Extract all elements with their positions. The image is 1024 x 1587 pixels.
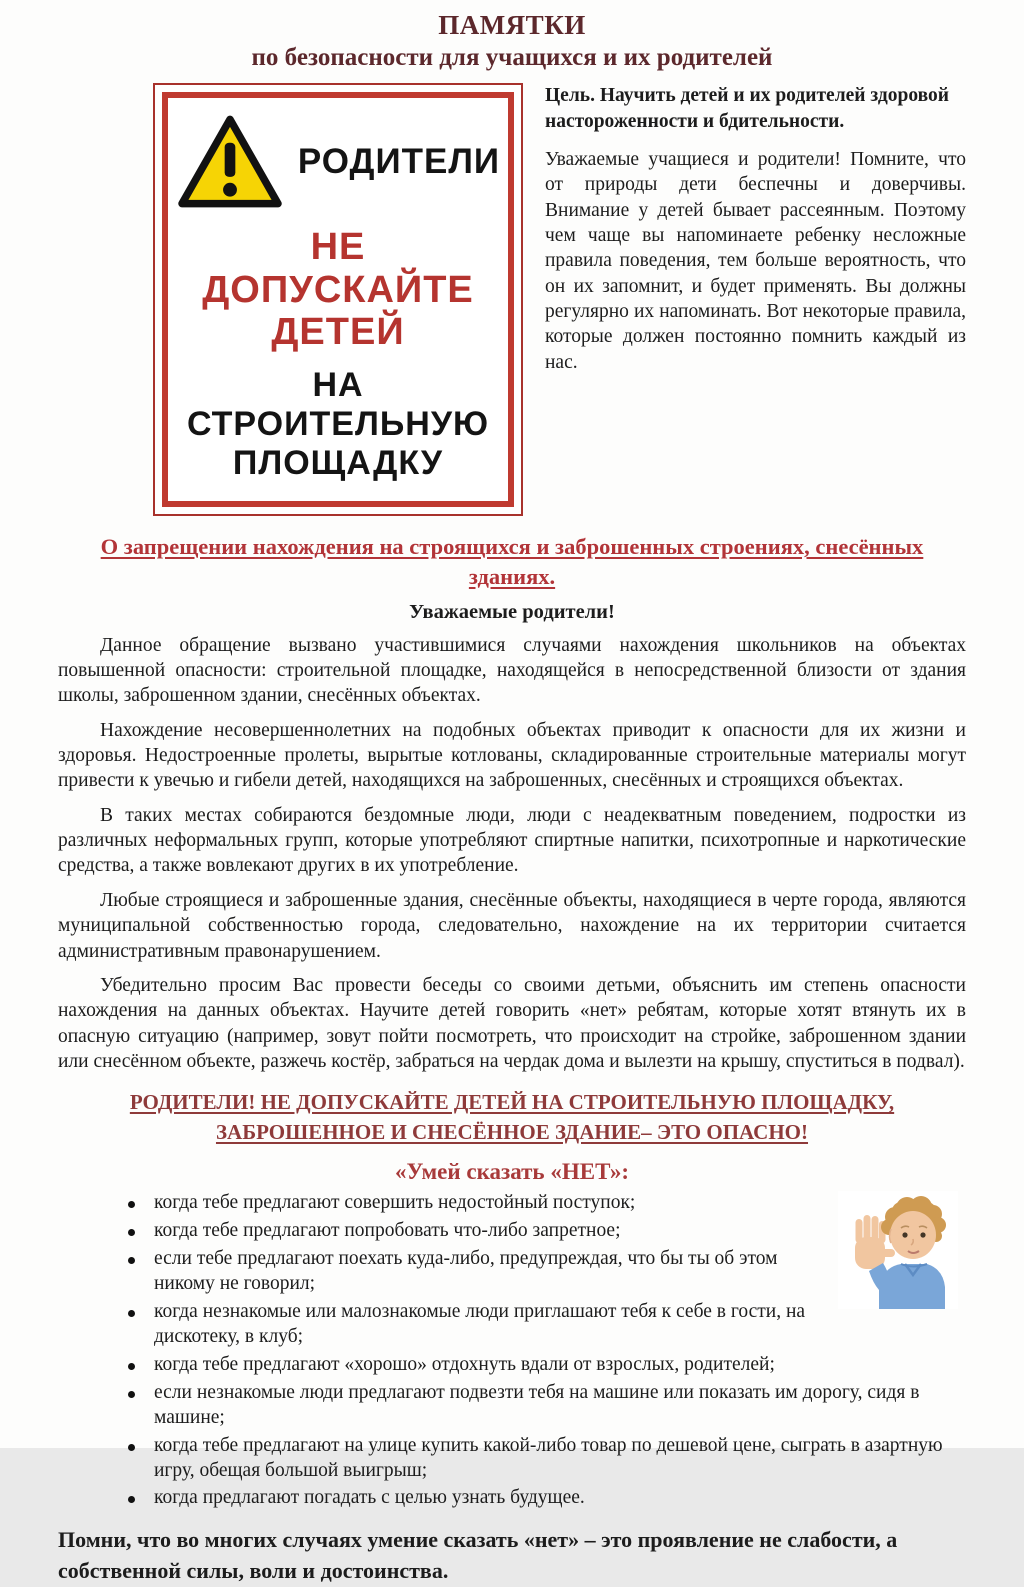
list-item: когда предлагают погадать с целью узнать будущее. <box>126 1486 966 1511</box>
warning-triangle-icon <box>176 114 284 210</box>
page-subtitle: по безопасности для учащихся и их родителей <box>251 44 773 72</box>
list-item: если незнакомые люди предлагают подвезти тебя на машине или показать им дорогу, сидя в машине; <box>126 1381 966 1431</box>
say-no-heading: «Умей сказать «НЕТ»: <box>395 1159 629 1184</box>
paragraph-2: Нахождение несовершеннолетних на подобных объектах приводит к опасности для их жизни и здоровья. Недостроенные пролеты, вырытые котлованы, складированные строительные материалы могут привести к увечью и гибели детей, находящихся на заброшенных, снесённых и строящихся объектах. <box>58 719 966 792</box>
warning-statement: РОДИТЕЛИ! НЕ ДОПУСКАЙТЕ ДЕТЕЙ НА СТРОИТЕЛЬНУЮ ПЛОЩАДКУ, ЗАБРОШЕННОЕ И СНЕСЁННОЕ ЗДАНИЕ– ЭТО ОПАСНО! <box>129 1090 895 1144</box>
page-title: ПАМЯТКИ <box>438 10 586 40</box>
say-no-bullet-list <box>58 1191 966 1511</box>
sign-red-line2: ДЕТЕЙ <box>271 311 405 354</box>
sign-red-text <box>176 226 500 354</box>
list-item: когда тебе предлагают совершить недостойный поступок; <box>126 1191 966 1216</box>
goal-text: Цель. Научить детей и их родителей здоровой настороженности и бдительности. <box>545 85 949 132</box>
paragraph-3: В таких местах собираются бездомные люди, люди с неадекватным поведением, подростки из различных неформальных групп, которые употребляют спиртные напитки, психотропные и наркотические средства, а также вовлекают других в их употребление. <box>58 804 966 877</box>
section1-body <box>0 633 1024 1075</box>
sign-black-line1: НА СТРОИТЕЛЬНУЮ <box>186 365 490 443</box>
sign-black-text <box>176 366 500 483</box>
list-item: когда тебе предлагают на улице купить какой-либо товар по дешевой цене, сыграть в азартную игру, обещая большой выигрыш; <box>126 1434 966 1484</box>
warning-sign-inner <box>162 92 514 507</box>
list-item: когда незнакомые или малознакомые люди приглашают тебя к себе в гости, на дискотеку, в клуб; <box>126 1300 966 1350</box>
construction-warning-sign <box>153 83 523 516</box>
sign-black-line2: ПЛОЩАДКУ <box>232 443 444 482</box>
conclusion-text: Помни, что во многих случаях умение сказать «нет» – это проявление не слабости, а собственной силы, воли и достоинства. <box>58 1527 898 1584</box>
list-item: когда тебе предлагают «хорошо» отдохнуть вдали от взрослых, родителей; <box>126 1353 966 1378</box>
say-no-list-section <box>0 1191 1024 1511</box>
list-item: если тебе предлагают поехать куда-либо, предупреждая, что бы ты об этом никому не говорил; <box>126 1247 966 1297</box>
list-item: когда тебе предлагают попробовать что-либо запретное; <box>126 1219 966 1244</box>
top-section <box>0 73 1024 516</box>
sign-word-parents: РОДИТЕЛИ <box>297 142 501 182</box>
paragraph-1: Данное обращение вызвано участившимися случаями нахождения школьников на объектах повышенной опасности: строительной площадке, находящейся в непосредственной близости от здания школы, заброшенном здании, снесённых объектах. <box>58 634 966 707</box>
sign-red-line1: НЕ ДОПУСКАЙТЕ <box>202 226 474 311</box>
intro-paragraph: Уважаемые учащиеся и родители! Помните, что от природы дети беспечны и доверчивы. Внимание у детей бывает рассеянным. Поэтому чем чаще вы напоминаете ребенку несложные правила поведения, тем больше вероятность, что он их запомнит, и будет применять. Вы должны регулярно их напоминать. Вот некоторые правила, которые должен постоянно помнить каждый из нас. <box>545 148 966 373</box>
section1-heading: О запрещении нахождения на строящихся и заброшенных строениях, снесённых зданиях. <box>100 533 924 590</box>
paragraph-4: Любые строящиеся и заброшенные здания, снесённые объекты, находящиеся в черте города, являются муниципальной собственностью города, следовательно, нахождение на их территории считается административным правонарушением. <box>58 889 966 962</box>
paragraph-5: Убедительно просим Вас провести беседы со своими детьми, объяснить им степень опасности нахождения на данных объектах. Научите детей говорить «нет» ребятам, которые хотят втянуть их в опасную ситуацию (например, зовут пойти посмотреть, что происходит на стройке, заброшенном здании или снесённом объекте, разжечь костёр, забраться на чердак дома и вылезти на крышу, спуститься в подвал). <box>58 974 966 1072</box>
goal-column <box>545 83 966 516</box>
salutation: Уважаемые родители! <box>409 600 615 623</box>
document-header <box>0 0 1024 73</box>
